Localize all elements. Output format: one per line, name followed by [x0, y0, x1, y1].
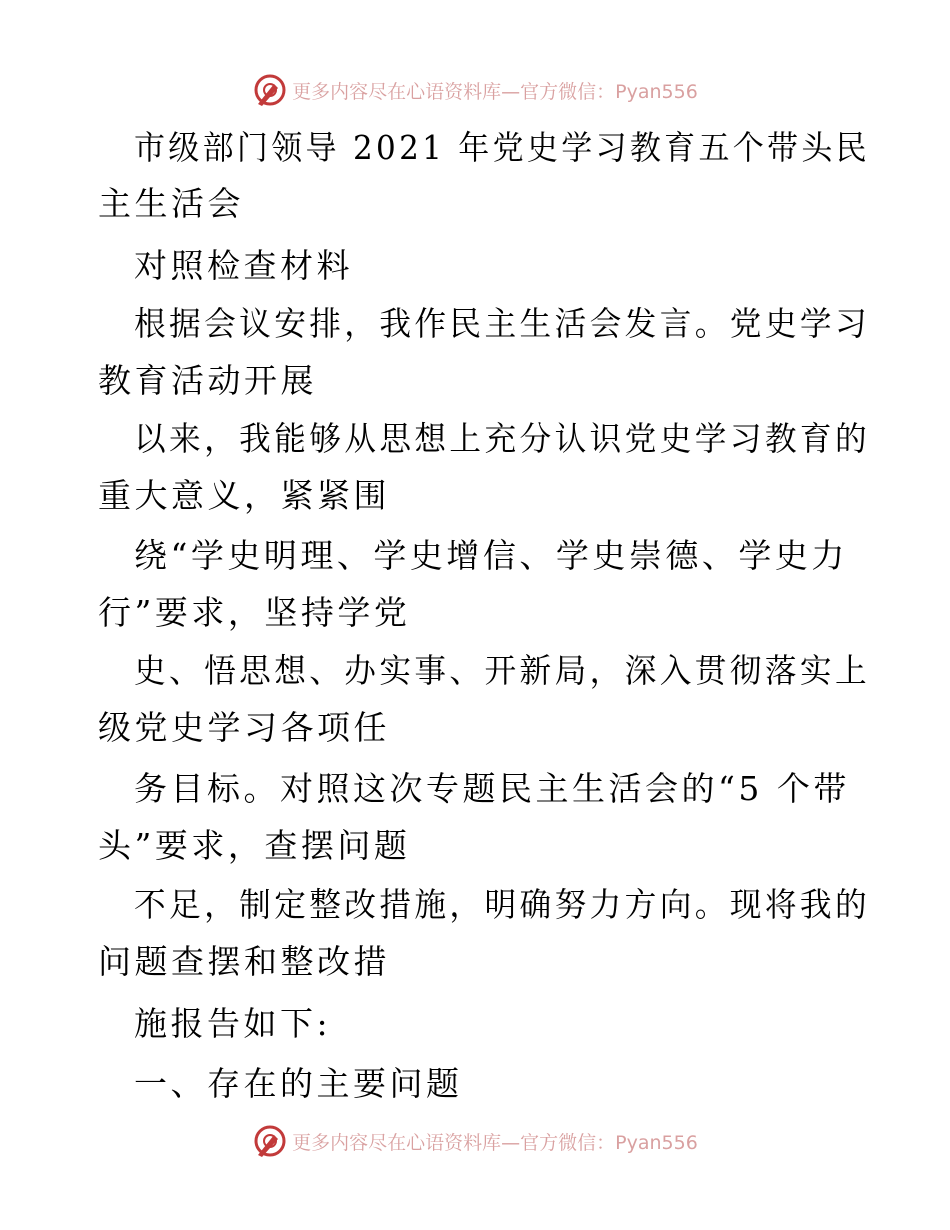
header-watermark — [0, 70, 950, 110]
paragraph-line: 绕“学史明理、学史增信、学史崇德、学史力 — [134, 536, 848, 575]
paragraph-line: 不足，制定整改措施，明确努力方向。现将我的 — [134, 885, 870, 924]
paragraph-line: 史、悟思想、办实事、开新局，深入贯彻落实上 — [134, 651, 870, 690]
paragraph-line: 务目标。对照这次专题民主生活会的“5 个带 — [134, 769, 850, 808]
paragraph-line: 行”要求，坚持学党 — [98, 593, 411, 632]
paragraph-line: 问题查摆和整改措 — [98, 942, 390, 981]
paragraph-line: 头”要求，查摆问题 — [98, 826, 411, 865]
document-subtitle: 对照检查材料 — [134, 246, 353, 285]
paragraph-line: 教育活动开展 — [98, 361, 317, 400]
watermark-text: 更多内容尽在心语资料库—官方微信：Pyan556 — [292, 1131, 698, 1154]
paragraph-line: 级党史学习各项任 — [98, 708, 390, 747]
paragraph-line: 以来，我能够从思想上充分认识党史学习教育的 — [134, 419, 870, 458]
pen-logo-icon — [252, 1123, 288, 1159]
paragraph-line: 重大意义，紧紧围 — [98, 476, 390, 515]
paragraph-line: 根据会议安排，我作民主生活会发言。党史学习 — [134, 304, 870, 343]
document-title-line-2: 主生活会 — [98, 184, 244, 223]
paragraph-line: 施报告如下: — [134, 1004, 332, 1043]
pen-logo-icon — [252, 72, 288, 108]
footer-watermark — [0, 1121, 950, 1161]
document-title-line-1: 市级部门领导 2021 年党史学习教育五个带头民 — [134, 128, 870, 167]
watermark-text: 更多内容尽在心语资料库—官方微信：Pyan556 — [292, 80, 698, 103]
section-heading: 一、存在的主要问题 — [134, 1064, 463, 1103]
